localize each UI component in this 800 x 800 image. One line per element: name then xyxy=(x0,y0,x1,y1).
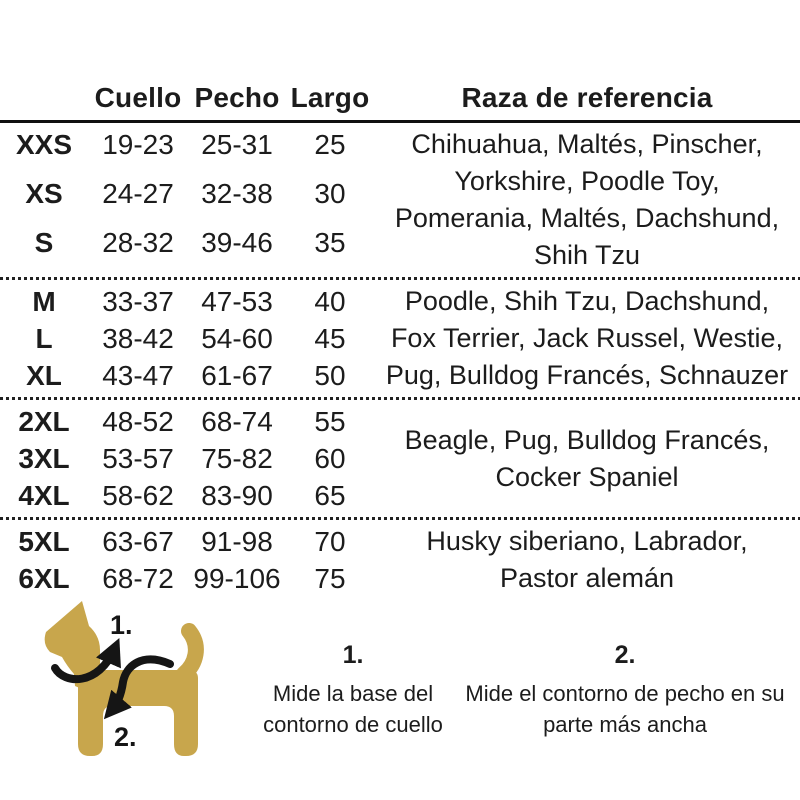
size-group-large xyxy=(0,400,800,517)
breed-cell: Beagle, Pug, Bulldog Francés, Cocker Spaniel xyxy=(404,424,770,492)
size-cell: S xyxy=(34,227,54,259)
cuello-cell: 24-27 xyxy=(102,177,174,209)
largo-cell: 55 xyxy=(314,405,346,437)
measure-step-1 xyxy=(237,641,469,740)
measure-step-2 xyxy=(458,641,792,740)
pecho-cell: 75-82 xyxy=(201,442,273,474)
breed-cell: Chihuahua, Maltés, Pinscher, Yorkshire, Poodle Toy, Pomerania, Maltés, Dachshund, Shih Tzu xyxy=(394,129,780,270)
size-cell: XS xyxy=(25,177,63,209)
size-chart-table xyxy=(0,76,800,600)
cuello-cell: 19-23 xyxy=(102,128,174,160)
largo-cell: 45 xyxy=(314,322,346,354)
chest-arrow-label: 2. xyxy=(114,722,137,752)
size-cell: 2XL xyxy=(18,405,70,437)
size-cell: 3XL xyxy=(18,442,70,474)
pecho-cell: 32-38 xyxy=(201,177,273,209)
cuello-cell: 53-57 xyxy=(102,442,174,474)
cuello-cell: 38-42 xyxy=(102,322,174,354)
largo-cell: 60 xyxy=(314,442,346,474)
largo-cell: 75 xyxy=(314,562,346,594)
pecho-cell: 47-53 xyxy=(201,285,273,317)
size-group-xlarge xyxy=(0,520,800,600)
dog-tail-shape xyxy=(184,631,196,674)
pecho-cell: 99-106 xyxy=(193,562,281,594)
pecho-cell: 68-74 xyxy=(201,405,273,437)
size-cell: 6XL xyxy=(18,562,70,594)
cuello-cell: 58-62 xyxy=(102,479,174,511)
size-cell: M xyxy=(32,285,56,317)
cuello-cell: 43-47 xyxy=(102,359,174,391)
col-header-raza: Raza de referencia xyxy=(461,82,713,113)
largo-cell: 40 xyxy=(314,285,346,317)
largo-cell: 25 xyxy=(314,128,346,160)
pecho-cell: 25-31 xyxy=(201,128,273,160)
size-group-small xyxy=(0,123,800,277)
pecho-cell: 91-98 xyxy=(201,525,273,557)
dog-measure-icon xyxy=(30,594,250,800)
largo-cell: 70 xyxy=(314,525,346,557)
largo-cell: 35 xyxy=(314,227,346,259)
pecho-cell: 83-90 xyxy=(201,479,273,511)
pecho-cell: 54-60 xyxy=(201,322,273,354)
size-cell: XXS xyxy=(15,128,73,160)
step-2-text: Mide el contorno de pecho en su parte más ancha xyxy=(465,681,785,737)
cuello-cell: 68-72 xyxy=(102,562,174,594)
col-header-largo: Largo xyxy=(290,82,370,113)
cuello-cell: 48-52 xyxy=(102,405,174,437)
breed-cell: Poodle, Shih Tzu, Dachshund, Fox Terrier, Jack Russel, Westie, Pug, Bulldog Francés, Schnauzer xyxy=(385,286,789,390)
largo-cell: 30 xyxy=(314,177,346,209)
breed-cell: Husky siberiano, Labrador, Pastor alemán xyxy=(426,526,748,593)
step-1-text: Mide la base del contorno de cuello xyxy=(263,681,443,737)
table-header-row xyxy=(0,76,800,120)
step-2-number: 2. xyxy=(614,641,636,669)
size-group-medium xyxy=(0,280,800,397)
cuello-cell: 33-37 xyxy=(102,285,174,317)
size-cell: L xyxy=(35,322,53,354)
cuello-cell: 63-67 xyxy=(102,525,174,557)
neck-arrow-label: 1. xyxy=(110,610,133,640)
size-cell: 5XL xyxy=(18,525,70,557)
pecho-cell: 61-67 xyxy=(201,359,273,391)
col-header-pecho: Pecho xyxy=(194,82,280,113)
step-1-number: 1. xyxy=(342,641,364,669)
pecho-cell: 39-46 xyxy=(201,227,273,259)
largo-cell: 50 xyxy=(314,359,346,391)
size-cell: XL xyxy=(26,359,62,391)
largo-cell: 65 xyxy=(314,479,346,511)
col-header-cuello: Cuello xyxy=(94,82,182,113)
cuello-cell: 28-32 xyxy=(102,227,174,259)
size-cell: 4XL xyxy=(18,479,70,511)
